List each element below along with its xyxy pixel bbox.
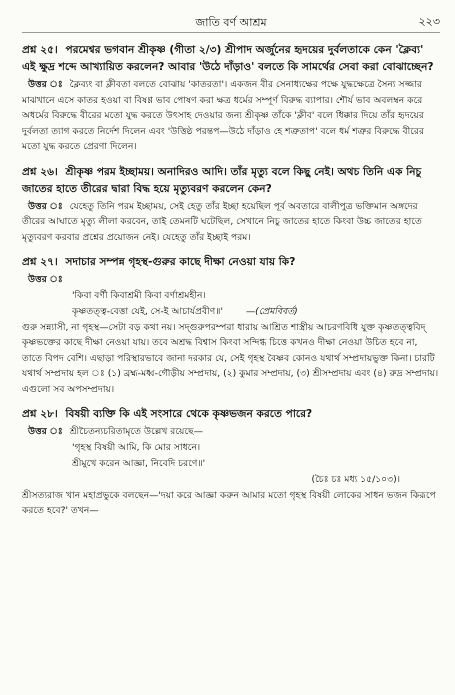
verse-source: —(প্রেমবিবর্ত) — [245, 305, 298, 317]
verse-quote — [72, 440, 440, 472]
question-text: পরমেশ্বর ভগবান শ্রীকৃষ্ণ (গীতা ২/৩) শ্রীপাদ অর্জুনের হৃদয়ের দুর্বলতাকে কেন 'ক্লৈব্য' এই ক্ষুদ্র শব্দে আখ্যায়িত করলেন? আবার 'উঠে দাঁড়াও' বলতে কি সামর্থের সেবা করা বোঝাচ্ছেন? — [22, 44, 434, 73]
verse-line: 'কিবা বর্ণী কিবাশ্রমী কিবা বর্ণাশ্রমহীন। — [72, 289, 206, 301]
verse-line: শ্রীমুখে করেন আজ্ঞা, নিবেদি চরণে॥' — [72, 457, 206, 469]
answer-25 — [22, 77, 440, 155]
answer-28-text: শ্রীসত্যরাজ খান মহাপ্রভুকে বলছেন—'দয়া করে আজ্ঞা করুন আমার মতো গৃহস্থ বিষয়ী লোকের সাধন ভজন কিরূপে করতে হবে?' তখন— — [22, 489, 436, 516]
question-26 — [22, 164, 440, 198]
question-number: প্রশ্ন ২৭। — [22, 256, 58, 268]
question-28 — [22, 406, 440, 423]
verse-line: 'গৃহস্থ বিষয়ী আমি, কি মোর সাধনে। — [72, 441, 201, 453]
answer-intro: শ্রীচৈতন্যচরিতামৃতে উল্লেখ রয়েছে— — [69, 426, 203, 437]
page-header — [22, 10, 440, 33]
question-25 — [22, 42, 440, 76]
running-title: জাতি বর্ণ আশ্রম — [195, 16, 267, 29]
answer-label: উত্তর ঃ — [28, 274, 63, 285]
verse-line-text: কৃষ্ণতত্ত্ব-বেত্তা যেই, সে-ই আচার্যপ্রবীণ॥' — [72, 305, 224, 317]
question-text: শ্রীকৃষ্ণ পরম ইচ্ছাময়। অনাদিরও আদি। তাঁর মৃত্যু বলে কিছু নেই। অথচ তিনি এক নিচু জাতের হাতে তীরের দ্বারা বিদ্ধ হয়ে মৃত্যুবরণ করলেন কেন? — [22, 165, 422, 195]
question-text: বিষয়ী ব্যক্তি কি এই সংসারে থেকে কৃষ্ণভজন করতে পারে? — [65, 408, 313, 420]
answer-text: যেহেতু তিনি পরম ইচ্ছাময়, সেই হেতু তাঁর ইচ্ছা হয়েছিল পূর্ব অবতারে বালীপুত্র ভক্তিমান অঙ্গদের তীরের আঘাতে মৃত্যু লীলা করবেন, তাই তেমনটি ঘটেছিল, সেখানে নিচু জাতের হাতে কিংবা উচ্চ জাতের হাতে মৃত্যুবরণ করবার প্রশ্নের প্রয়োজন নেই। যেহেতু তাঁর ইচ্ছাই পরম। — [22, 200, 422, 243]
answer-26 — [22, 199, 440, 246]
verse-quote — [72, 288, 440, 320]
question-number: প্রশ্ন ২৬। — [22, 165, 58, 178]
verse-reference: (চৈঃ চঃ মধ্য ১৫/১০৩)। — [311, 473, 400, 485]
answer-label: উত্তর ঃ — [28, 426, 63, 437]
answer-27-text: গুরু সন্ন্যাসী, না গৃহস্থ—সেটা বড় কথা নয়। সদ্গুরুপরম্পরা ধারায় আশ্রিত শাস্ত্রীয় আচরণবিধি যুক্ত কৃষ্ণতত্ত্ববিদ্ কৃষ্ণভক্তের কাছে দীক্ষা নেওয়া যায়। তবে অশ্রদ্ধ বিশ্বাস কিংবা সন্দিগ্ধ চিত্তে কখনও দীক্ষা নেওয়া উচিত হবে না, তাতে বিপদ বেশি। এছাড়া পরিস্থারভাবে জানা দরকার যে, সেই গৃহস্থ বৈষ্ণব কোনও যথার্থ সম্প্রদায়ভুক্ত কিনা। চারটি যথার্থ সম্প্রদায় হল ঃ (১) ব্রহ্ম-মধ্ব-গৌড়ীয় সম্প্রদায়, (২) কুমার সম্প্রদায়, (৩) শ্রীসম্প্রদায় এবং (৪) রুদ্র সম্প্রদায়। এগুলো সব অপসম্প্রদায়। — [22, 321, 439, 395]
question-27 — [22, 254, 440, 271]
answer-label: উত্তর ঃ — [28, 79, 63, 90]
document-page — [22, 10, 440, 519]
question-number: প্রশ্ন ২৮। — [22, 408, 58, 420]
page-number: ২২৩ — [418, 15, 440, 28]
question-number: প্রশ্ন ২৫। — [22, 44, 58, 56]
answer-28-intro — [22, 424, 440, 440]
answer-27-label-line — [22, 272, 440, 288]
answer-label: উত্তর ঃ — [28, 200, 63, 212]
answer-text: ক্লৈব্যং বা ক্লীবতা বলতে বোঝায় 'কাতরতা'। একজন বীর সেনাধ্যক্ষের পক্ষে যুদ্ধক্ষেত্রে সৈন্য সজ্জার মাঝখানে এসে কাতর হওয়া বা বিষণ্ণ ভাব পোষণ করা ক্ষত্র ধর্মের সম্পূর্ণ বিরুদ্ধ ব্যাপার। শৌর্য ভাব অবলম্বন করে অধর্মের বিরুদ্ধে বীরের মতো যুদ্ধ করতে উৎসাহ দেওয়ার জন্য শ্রীকৃষ্ণ তাঁকে 'ক্লীব' বলে ধিক্কার দিয়ে তাঁর হৃদয়ের দুর্বলতা ত্যাগ করতে নির্দেশ দিলেন এবং 'উত্তিষ্ঠ পরন্তপ—উঠে দাঁড়াও হে শত্রুতাপ' বলে ধর্ম শত্রুর বিরুদ্ধে বীরের মতো যুদ্ধ করতে প্রেরণা দিলেন। — [22, 79, 425, 152]
question-text: সদাচার সম্পন্ন গৃহস্থ-গুরুর কাছে দীক্ষা নেওয়া যায় কি? — [65, 256, 296, 268]
verse-line — [72, 304, 440, 320]
